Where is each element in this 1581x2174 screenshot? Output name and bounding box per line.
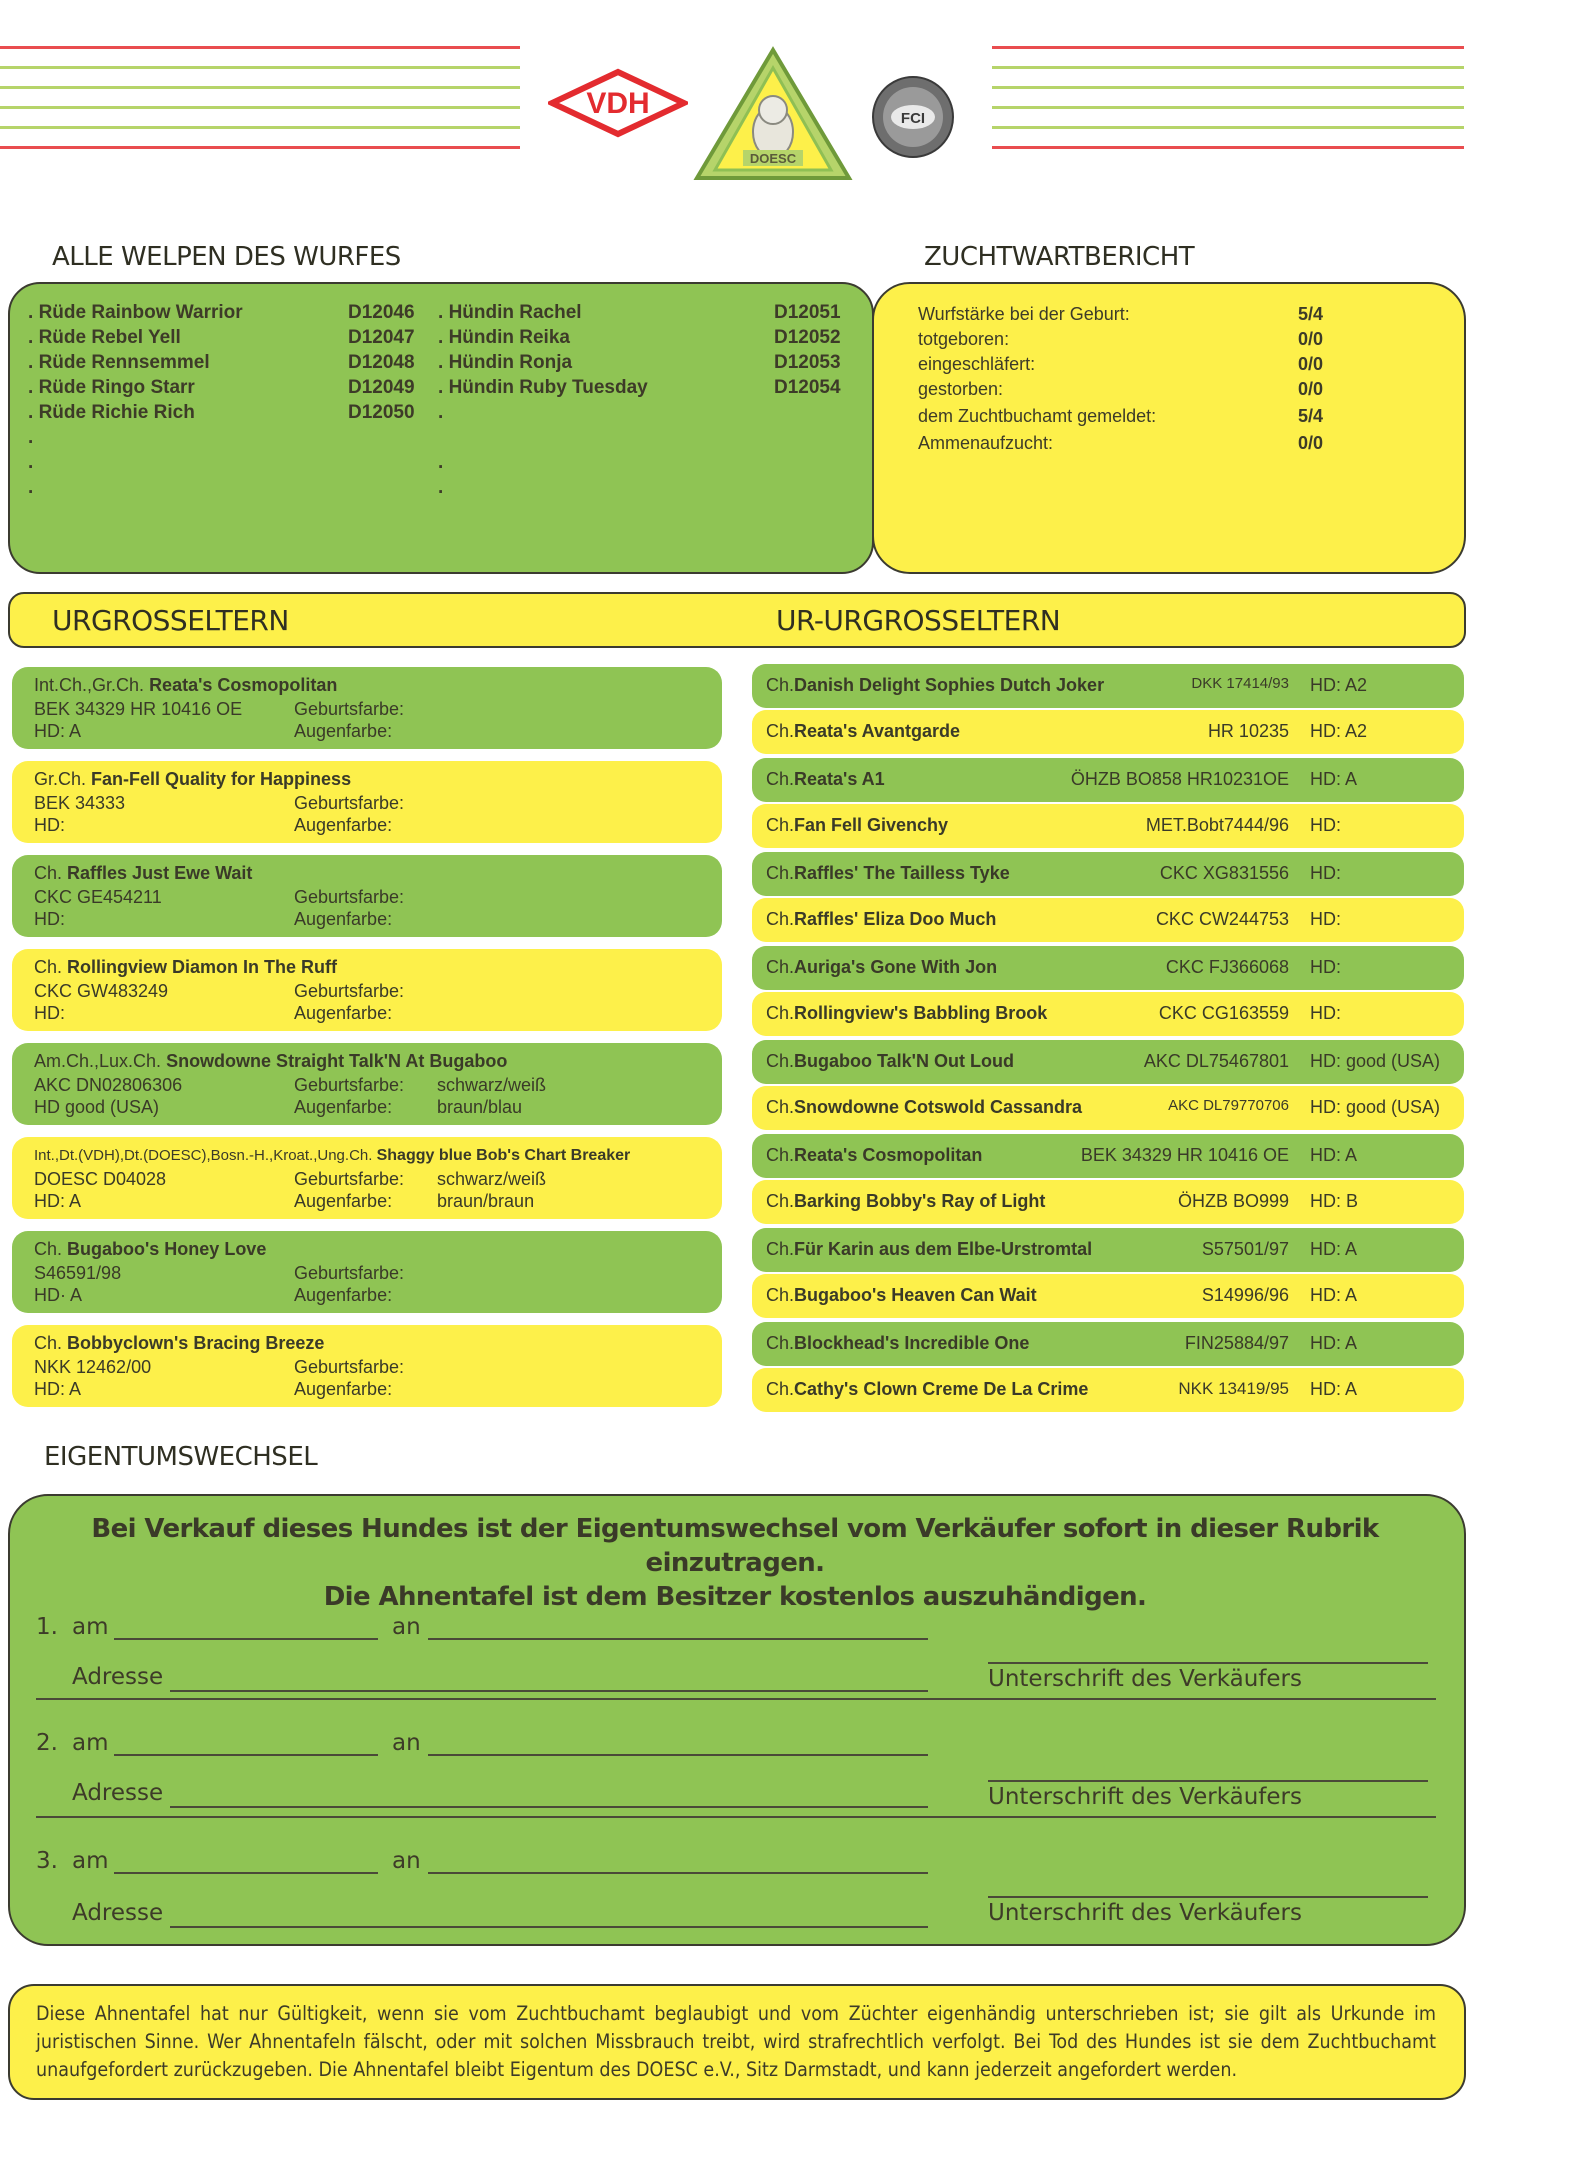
entry-am-field[interactable] (114, 1754, 378, 1756)
doesc-logo (693, 44, 853, 184)
gp-title: Ch. (34, 1239, 63, 1259)
ggp-name: Auriga's Gone With Jon (794, 957, 998, 977)
ownership-notice-line2: Die Ahnentafel ist dem Besitzer kostenlos auszuhändigen. (323, 1582, 1147, 1612)
entry-address-field[interactable] (170, 1690, 928, 1692)
entry-number: 1. (36, 1614, 58, 1640)
entry-address-label: Adresse (72, 1780, 164, 1806)
ownership-notice (8, 1512, 1462, 1614)
gp-hd: HD good (USA) (34, 1097, 160, 1117)
ggp-reg: FIN25884/97 (1184, 1333, 1289, 1353)
ggp-name: Reata's Avantgarde (794, 721, 961, 741)
gp-reg: DOESC D04028 (34, 1169, 167, 1189)
entry-an-label: an (392, 1614, 421, 1640)
ggp-reg: AKC DL79770706 (1168, 1097, 1289, 1114)
entry-signature-label: Unterschrift des Verkäufers (988, 1900, 1302, 1926)
ggp-hd: HD: (1310, 815, 1341, 835)
puppy-empty-dot: . (438, 477, 444, 498)
ggp-title: Ch. (766, 1003, 795, 1023)
puppy-male-5: . Rüde Richie Rich (28, 402, 195, 423)
entry-an-label: an (392, 1730, 421, 1756)
ggp-row-16 (752, 1368, 1464, 1412)
ggp-title: Ch. (766, 1379, 795, 1399)
ggp-reg: BEK 34329 HR 10416 OE (1080, 1145, 1289, 1165)
fci-logo (870, 74, 956, 160)
doesc-logo-text: DOESC (749, 151, 797, 166)
gp-eye-label: Augenfarbe: (294, 721, 393, 741)
puppy-male-4-id: D12049 (348, 377, 415, 398)
ggp-title: Ch. (766, 1239, 795, 1259)
gp-title: Int.,Dt.(VDH),Dt.(DOESC),Bosn.-H.,Kroat.,Ung.Ch. (34, 1147, 373, 1164)
gp-eye-label: Augenfarbe: (294, 1379, 393, 1399)
ggp-reg: S14996/96 (1201, 1285, 1289, 1305)
ggp-reg: MET.Bobt7444/96 (1145, 815, 1289, 835)
report-value: 5/4 (1298, 304, 1324, 324)
ggp-hd: HD: A (1310, 1333, 1358, 1353)
gp-name: Raffles Just Ewe Wait (67, 863, 253, 883)
report-label: Wurfstärke bei der Geburt: (918, 304, 1130, 324)
puppy-male-1-id: D12046 (348, 302, 415, 323)
puppy-empty-dot: . (438, 452, 444, 473)
puppy-empty-dot: . (438, 402, 444, 423)
ggp-hd: HD: (1310, 1003, 1341, 1023)
gp-title: Am.Ch.,Lux.Ch. (34, 1051, 162, 1071)
ggp-row-3 (752, 758, 1464, 802)
ggp-title: Ch. (766, 1051, 795, 1071)
ggp-row-1 (752, 664, 1464, 708)
report-value: 0/0 (1298, 329, 1324, 349)
ggp-name: Raffles' Eliza Doo Much (794, 909, 997, 929)
entry-an-field[interactable] (428, 1754, 928, 1756)
ownership-title: EIGENTUMSWECHSEL (44, 1442, 318, 1472)
ggp-row-11 (752, 1134, 1464, 1178)
entry-signature-field[interactable] (988, 1896, 1428, 1898)
ggp-reg: ÖHZB BO999 (1177, 1191, 1289, 1211)
entry-signature-label: Unterschrift des Verkäufers (988, 1666, 1302, 1692)
gp-name: Bobbyclown's Bracing Breeze (67, 1333, 325, 1353)
gp-reg: BEK 34333 (34, 793, 126, 813)
entry-number: 3. (36, 1848, 58, 1874)
entry-address-field[interactable] (170, 1806, 928, 1808)
ancestry-header-right: UR-URGROSSELTERN (776, 604, 1061, 637)
gp-reg: NKK 12462/00 (34, 1357, 152, 1377)
gp-name: Fan-Fell Quality for Happiness (91, 769, 352, 789)
puppy-female-1-id: D12051 (774, 302, 841, 323)
ggp-hd: HD: A2 (1310, 721, 1368, 741)
gp-reg: BEK 34329 HR 10416 OE (34, 699, 243, 719)
ggp-title: Ch. (766, 1191, 795, 1211)
great-grandparent-6 (12, 1137, 722, 1219)
gp-title: Int.Ch.,Gr.Ch. (34, 675, 145, 695)
ggp-hd: HD: A (1310, 769, 1358, 789)
great-grandparent-4 (12, 949, 722, 1031)
report-box (872, 282, 1466, 574)
entry-address-field[interactable] (170, 1926, 928, 1928)
ggp-title: Ch. (766, 721, 795, 741)
puppies-title: ALLE WELPEN DES WURFES (52, 242, 401, 272)
ggp-row-15 (752, 1322, 1464, 1366)
gp-eye-label: Augenfarbe: (294, 1191, 393, 1211)
ggp-row-2 (752, 710, 1464, 754)
gp-name: Shaggy blue Bob's Chart Breaker (376, 1147, 631, 1164)
gp-hd: HD: A (34, 1191, 82, 1211)
puppy-empty-dot: . (28, 427, 34, 448)
entry-am-field[interactable] (114, 1872, 378, 1874)
entry-am-field[interactable] (114, 1638, 378, 1640)
entry-address-label: Adresse (72, 1664, 164, 1690)
ggp-title: Ch. (766, 909, 795, 929)
ggp-row-13 (752, 1228, 1464, 1272)
ggp-row-6 (752, 898, 1464, 942)
gp-title: Gr.Ch. (34, 769, 87, 789)
ggp-hd: HD: B (1310, 1191, 1359, 1211)
ggp-row-5 (752, 852, 1464, 896)
gp-birth-value: schwarz/weiß (437, 1075, 547, 1095)
gp-birth-label: Geburtsfarbe: (294, 793, 405, 813)
ggp-row-10 (752, 1086, 1464, 1130)
ggp-reg: CKC CW244753 (1155, 909, 1289, 929)
puppy-female-4-id: D12054 (774, 377, 841, 398)
ggp-hd: HD: good (USA) (1310, 1097, 1441, 1117)
entry-signature-field[interactable] (988, 1662, 1428, 1664)
entry-am-label: am (72, 1614, 109, 1640)
ggp-reg: CKC CG163559 (1158, 1003, 1289, 1023)
ggp-name: Fan Fell Givenchy (794, 815, 949, 835)
gp-name: Rollingview Diamon In The Ruff (67, 957, 338, 977)
great-grandparent-7 (12, 1231, 722, 1313)
ggp-title: Ch. (766, 769, 795, 789)
gp-title: Ch. (34, 1333, 63, 1353)
gp-hd: HD: A (34, 1379, 82, 1399)
ggp-hd: HD: A (1310, 1379, 1358, 1399)
gp-birth-value: schwarz/weiß (437, 1169, 547, 1189)
ggp-row-9 (752, 1040, 1464, 1084)
ggp-name: Snowdowne Cotswold Cassandra (794, 1097, 1083, 1117)
ggp-row-7 (752, 946, 1464, 990)
ggp-reg: NKK 13419/95 (1178, 1379, 1289, 1398)
ggp-name: Für Karin aus dem Elbe-Urstromtal (794, 1239, 1093, 1259)
footer-legal-text: Diese Ahnentafel hat nur Gültigkeit, wenn sie vom Zuchtbuchamt beglaubigt und vom Züchter eigenhändig unterschrieben ist; sie gilt als Urkunde im juristischen Sinne. Wer Ahnentafeln fälscht, oder mit solchen Missbrauch treibt, wird strafrechtlich verfolgt. Bei Tod des Hundes ist sie dem Zuchtbuchamt unaufgefordert zurückzugeben. Die Ahnentafel bleibt Eigentum des DOESC e.V., Sitz Darmstadt, und kann jederzeit angefordert werden. (36, 2002, 1436, 2081)
puppy-female-1: . Hündin Rachel (438, 302, 582, 323)
ancestry-header-left: URGROSSELTERN (52, 604, 289, 637)
fci-logo-text: FCI (900, 110, 926, 127)
ggp-reg: HR 10235 (1207, 721, 1289, 741)
puppy-male-2: . Rüde Rebel Yell (28, 327, 181, 348)
puppy-male-2-id: D12047 (348, 327, 415, 348)
ggp-hd: HD: (1310, 863, 1341, 883)
ggp-row-14 (752, 1274, 1464, 1318)
ggp-hd: HD: (1310, 957, 1341, 977)
ggp-reg: DKK 17414/93 (1191, 675, 1289, 692)
gp-eye-label: Augenfarbe: (294, 909, 393, 929)
puppy-male-3-id: D12048 (348, 352, 415, 373)
ggp-title: Ch. (766, 675, 795, 695)
ggp-hd: HD: A (1310, 1145, 1358, 1165)
entry-signature-field[interactable] (988, 1780, 1428, 1782)
gp-eye-value: braun/blau (437, 1097, 523, 1117)
ggp-hd: HD: A2 (1310, 675, 1368, 695)
puppy-male-1: . Rüde Rainbow Warrior (28, 302, 243, 323)
puppy-female-2: . Hündin Reika (438, 327, 570, 348)
gp-birth-label: Geburtsfarbe: (294, 1075, 405, 1095)
gp-reg: CKC GW483249 (34, 981, 169, 1001)
puppy-male-4: . Rüde Ringo Starr (28, 377, 195, 398)
puppy-male-5-id: D12050 (348, 402, 415, 423)
ggp-title: Ch. (766, 1333, 795, 1353)
gp-birth-label: Geburtsfarbe: (294, 1263, 405, 1283)
gp-hd: HD: (34, 815, 65, 835)
report-value: 5/4 (1298, 406, 1324, 426)
entry-an-label: an (392, 1848, 421, 1874)
gp-eye-label: Augenfarbe: (294, 815, 393, 835)
gp-hd: HD: A (34, 721, 82, 741)
gp-title: Ch. (34, 863, 63, 883)
entry-am-label: am (72, 1848, 109, 1874)
ggp-name: Cathy's Clown Creme De La Crime (794, 1379, 1089, 1399)
great-grandparent-8 (12, 1325, 722, 1407)
entry-divider (36, 1816, 1436, 1818)
ggp-hd: HD: (1310, 909, 1341, 929)
puppy-female-4: . Hündin Ruby Tuesday (438, 377, 648, 398)
puppy-male-3: . Rüde Rennsemmel (28, 352, 210, 373)
puppy-empty-dot: . (28, 477, 34, 498)
puppies-box (8, 282, 874, 574)
ggp-title: Ch. (766, 863, 795, 883)
ggp-name: Rollingview's Babbling Brook (794, 1003, 1048, 1023)
gp-reg: CKC GE454211 (34, 887, 162, 907)
puppy-female-2-id: D12052 (774, 327, 841, 348)
puppy-female-3-id: D12053 (774, 352, 841, 373)
gp-birth-label: Geburtsfarbe: (294, 981, 405, 1001)
ggp-reg: ÖHZB BO858 HR10231OE (1070, 769, 1289, 789)
ggp-reg: S57501/97 (1201, 1239, 1289, 1259)
gp-birth-label: Geburtsfarbe: (294, 1357, 405, 1377)
gp-title: Ch. (34, 957, 63, 977)
ownership-notice-line1: Bei Verkauf dieses Hundes ist der Eigentumswechsel vom Verkäufer sofort in dieser Rubrik einzutragen. (91, 1514, 1379, 1578)
great-grandparent-2 (12, 761, 722, 843)
ggp-reg: AKC DL75467801 (1143, 1051, 1289, 1071)
ggp-reg: CKC FJ366068 (1165, 957, 1289, 977)
gp-birth-label: Geburtsfarbe: (294, 887, 405, 907)
gp-eye-label: Augenfarbe: (294, 1003, 393, 1023)
ggp-title: Ch. (766, 1097, 795, 1117)
report-label: dem Zuchtbuchamt gemeldet: (918, 406, 1157, 426)
gp-reg: S46591/98 (34, 1263, 122, 1283)
puppy-female-3: . Hündin Ronja (438, 352, 573, 373)
gp-hd: HD· A (34, 1285, 83, 1305)
ggp-name: Barking Bobby's Ray of Light (794, 1191, 1046, 1211)
gp-eye-value: braun/braun (437, 1191, 535, 1211)
ggp-hd: HD: A (1310, 1239, 1358, 1259)
report-title: ZUCHTWARTBERICHT (924, 242, 1195, 272)
report-label: Ammenaufzucht: (918, 433, 1054, 453)
ggp-hd: HD: good (USA) (1310, 1051, 1441, 1071)
ggp-row-12 (752, 1180, 1464, 1224)
ggp-title: Ch. (766, 1145, 795, 1165)
vdh-logo (548, 68, 688, 138)
entry-divider (36, 1698, 1436, 1700)
gp-eye-label: Augenfarbe: (294, 1097, 393, 1117)
ggp-row-4 (752, 804, 1464, 848)
entry-am-label: am (72, 1730, 109, 1756)
ggp-hd: HD: A (1310, 1285, 1358, 1305)
ggp-name: Reata's Cosmopolitan (794, 1145, 983, 1165)
ggp-title: Ch. (766, 957, 795, 977)
gp-birth-label: Geburtsfarbe: (294, 699, 405, 719)
gp-name: Reata's Cosmopolitan (149, 675, 338, 695)
ggp-title: Ch. (766, 1285, 795, 1305)
ggp-name: Danish Delight Sophies Dutch Joker (794, 675, 1105, 695)
ggp-row-8 (752, 992, 1464, 1036)
report-label: totgeboren: (918, 329, 1010, 349)
gp-birth-label: Geburtsfarbe: (294, 1169, 405, 1189)
entry-number: 2. (36, 1730, 58, 1756)
report-label: eingeschläfert: (918, 354, 1036, 374)
great-grandparent-5 (12, 1043, 722, 1125)
gp-hd: HD: (34, 909, 65, 929)
gp-name: Bugaboo's Honey Love (67, 1239, 267, 1259)
entry-signature-label: Unterschrift des Verkäufers (988, 1784, 1302, 1810)
entry-address-label: Adresse (72, 1900, 164, 1926)
great-grandparent-1 (12, 667, 722, 749)
gp-hd: HD: (34, 1003, 65, 1023)
ggp-name: Raffles' The Tailless Tyke (794, 863, 1010, 883)
ggp-name: Bugaboo Talk'N Out Loud (794, 1051, 1014, 1071)
ggp-reg: CKC XG831556 (1159, 863, 1289, 883)
report-value: 0/0 (1298, 379, 1324, 399)
gp-name: Snowdowne Straight Talk'N At Bugaboo (166, 1051, 508, 1071)
great-grandparent-3 (12, 855, 722, 937)
gp-eye-label: Augenfarbe: (294, 1285, 393, 1305)
report-label: gestorben: (918, 379, 1004, 399)
ggp-title: Ch. (766, 815, 795, 835)
report-value: 0/0 (1298, 433, 1324, 453)
gp-reg: AKC DN02806306 (34, 1075, 183, 1095)
ggp-name: Blockhead's Incredible One (794, 1333, 1030, 1353)
ggp-name: Reata's A1 (794, 769, 885, 789)
ggp-name: Bugaboo's Heaven Can Wait (794, 1285, 1037, 1305)
entry-an-field[interactable] (428, 1638, 928, 1640)
report-value: 0/0 (1298, 354, 1324, 374)
vdh-logo-text: VDH (586, 87, 650, 120)
entry-an-field[interactable] (428, 1872, 928, 1874)
puppy-empty-dot: . (28, 452, 34, 473)
